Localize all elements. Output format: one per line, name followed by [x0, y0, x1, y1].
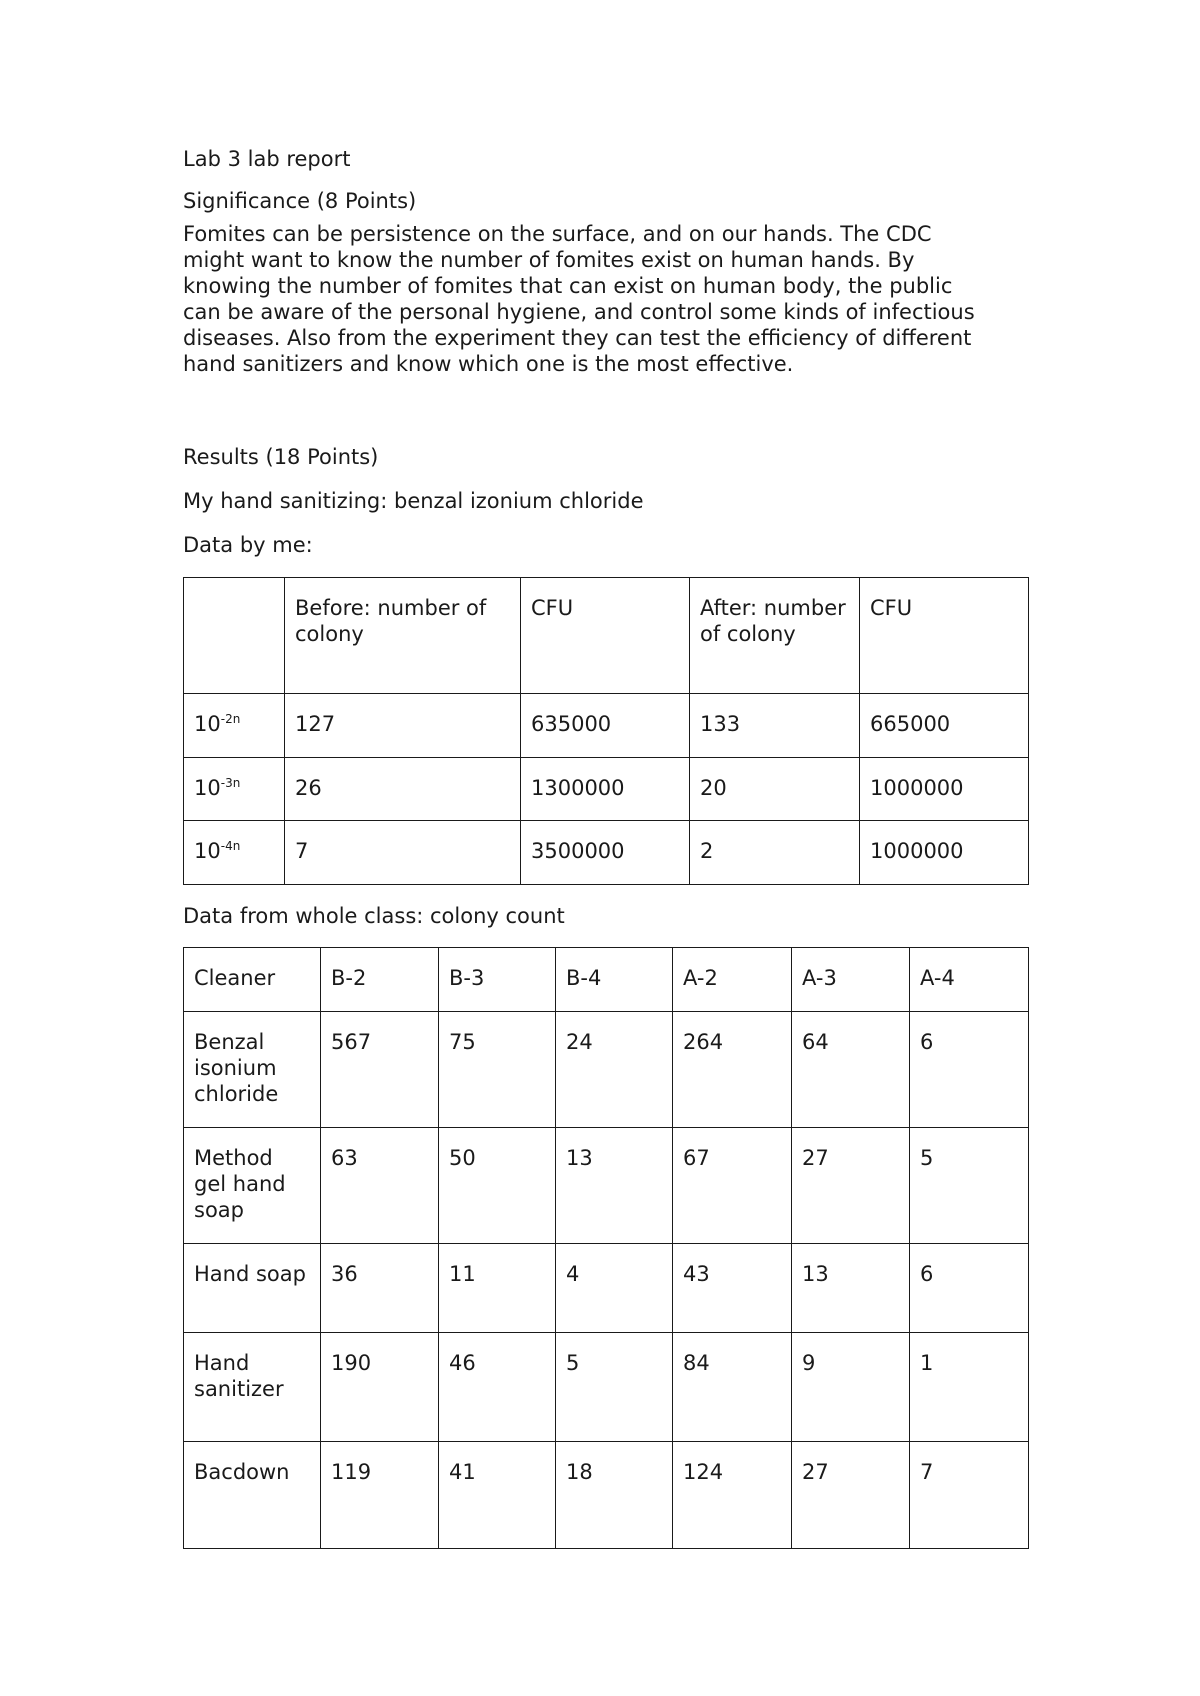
paragraph-line: might want to know the number of fomites exist on human hands. By	[183, 248, 915, 272]
table-cell: 124	[673, 1442, 792, 1549]
class-data-table	[183, 947, 1029, 1549]
table-cell: 190	[321, 1333, 439, 1442]
header-cell: A-3	[792, 948, 910, 1012]
table-cell: 46	[439, 1333, 556, 1442]
table-cell: 7	[910, 1442, 1029, 1549]
table-cell: 13	[792, 1244, 910, 1333]
table-cell: 6	[910, 1012, 1029, 1128]
table-cell: 13	[556, 1128, 673, 1244]
table-cell: 26	[285, 758, 521, 821]
table-cell: 127	[285, 694, 521, 758]
header-cell: B-4	[556, 948, 673, 1012]
table-row	[184, 1442, 1029, 1549]
dilution-cell: $10^{-3n}$	[184, 758, 285, 821]
cleaner-cell: Bacdown	[184, 1442, 321, 1549]
class-data-label: Data from whole class: colony count	[183, 904, 565, 928]
table-cell: 24	[556, 1012, 673, 1128]
document-page	[183, 0, 1028, 1696]
table-row	[184, 1128, 1029, 1244]
header-cell: Before: number of colony	[285, 578, 521, 694]
my-data-table	[183, 577, 1029, 885]
table-cell: 7	[285, 821, 521, 885]
table-cell: 41	[439, 1442, 556, 1549]
header-cell: B-3	[439, 948, 556, 1012]
table-cell: 5	[556, 1333, 673, 1442]
table-cell: 67	[673, 1128, 792, 1244]
cleaner-cell: Method gel hand soap	[184, 1128, 321, 1244]
header-cell: CFU	[860, 578, 1029, 694]
table-cell: 20	[690, 758, 860, 821]
document-title: Lab 3 lab report	[183, 147, 351, 171]
table-cell: 27	[792, 1442, 910, 1549]
table-cell: 75	[439, 1012, 556, 1128]
paragraph-line: Fomites can be persistence on the surface, and on our hands. The CDC	[183, 222, 932, 246]
table-row	[184, 1244, 1029, 1333]
significance-heading: Significance (8 Points)	[183, 189, 417, 213]
table-cell: 84	[673, 1333, 792, 1442]
cleaner-cell: Hand sanitizer	[184, 1333, 321, 1442]
table-cell: 119	[321, 1442, 439, 1549]
table-row	[184, 821, 1029, 885]
table-cell: 27	[792, 1128, 910, 1244]
header-cell: CFU	[521, 578, 690, 694]
table-cell: 264	[673, 1012, 792, 1128]
table-cell: 1000000	[860, 821, 1029, 885]
table-cell: 1300000	[521, 758, 690, 821]
table-cell: 567	[321, 1012, 439, 1128]
paragraph-line: knowing the number of fomites that can exist on human body, the public	[183, 274, 953, 298]
table-row	[184, 1012, 1029, 1128]
table-cell: 43	[673, 1244, 792, 1333]
dilution-cell: $10^{-2n}$	[184, 694, 285, 758]
sanitizer-line: My hand sanitizing: benzal izonium chloride	[183, 489, 644, 513]
table-cell: 64	[792, 1012, 910, 1128]
table-cell: 5	[910, 1128, 1029, 1244]
table-cell: 18	[556, 1442, 673, 1549]
header-cell: B-2	[321, 948, 439, 1012]
table-cell: 6	[910, 1244, 1029, 1333]
cleaner-cell: Benzal isonium chloride	[184, 1012, 321, 1128]
cleaner-cell: Hand soap	[184, 1244, 321, 1333]
table-row	[184, 758, 1029, 821]
data-by-me-label: Data by me:	[183, 533, 313, 557]
paragraph-line: can be aware of the personal hygiene, and control some kinds of infectious	[183, 300, 975, 324]
table-cell: 133	[690, 694, 860, 758]
table-cell: 36	[321, 1244, 439, 1333]
table-cell: 3500000	[521, 821, 690, 885]
dilution-cell: $10^{-4n}$	[184, 821, 285, 885]
table-cell: 11	[439, 1244, 556, 1333]
header-cell: Cleaner	[184, 948, 321, 1012]
paragraph-line: hand sanitizers and know which one is the most effective.	[183, 352, 794, 376]
header-cell: A-2	[673, 948, 792, 1012]
table-row	[184, 694, 1029, 758]
table-cell: 665000	[860, 694, 1029, 758]
results-heading: Results (18 Points)	[183, 445, 379, 469]
table-cell: 50	[439, 1128, 556, 1244]
table-cell: 9	[792, 1333, 910, 1442]
table-row	[184, 1333, 1029, 1442]
header-cell: After: number of colony	[690, 578, 860, 694]
table-cell: 1000000	[860, 758, 1029, 821]
header-cell: A-4	[910, 948, 1029, 1012]
table-cell: 1	[910, 1333, 1029, 1442]
table-cell: 63	[321, 1128, 439, 1244]
table-header-row	[184, 948, 1029, 1012]
table-cell: 635000	[521, 694, 690, 758]
paragraph-line: diseases. Also from the experiment they can test the efficiency of different	[183, 326, 972, 350]
significance-paragraph	[183, 221, 1028, 377]
table-cell: 2	[690, 821, 860, 885]
table-cell: 4	[556, 1244, 673, 1333]
header-cell	[184, 578, 285, 694]
table-header-row	[184, 578, 1029, 694]
